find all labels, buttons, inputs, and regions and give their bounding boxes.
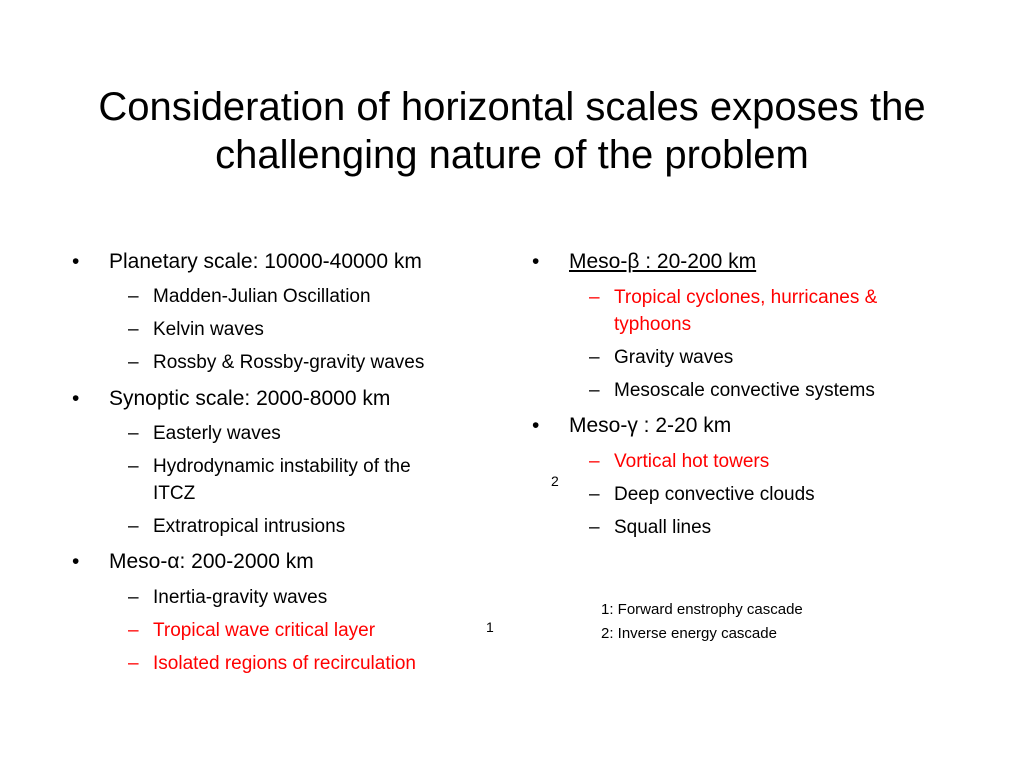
dash-marker: – <box>128 319 139 340</box>
sub-item-mesoscale-convective-systems <box>589 377 875 405</box>
bullet-dot: • <box>72 550 80 573</box>
sub-item-easterly-waves <box>128 420 281 448</box>
bullet-synoptic-scale <box>72 387 391 411</box>
sub-item-squall-lines <box>589 514 712 542</box>
dash-marker: – <box>128 423 139 444</box>
sub-item-label: Mesoscale convective systems <box>614 380 875 401</box>
sub-item-label: Kelvin waves <box>153 319 264 340</box>
bullet-dot: • <box>72 250 80 273</box>
cascade-marker-2: 2 <box>551 473 559 489</box>
dash-marker: – <box>589 347 600 368</box>
sub-item-label: typhoons <box>614 314 692 335</box>
dash-marker: – <box>128 587 139 608</box>
sub-item-vortical-hot-towers <box>589 448 770 476</box>
footnote-inverse-cascade: 2: Inverse energy cascade <box>601 625 777 642</box>
cascade-marker-1: 1 <box>486 619 494 635</box>
sub-item-tropical-wave-critical-layer <box>128 617 376 645</box>
dash-marker: – <box>589 287 600 308</box>
dash-marker: – <box>589 484 600 505</box>
sub-item-isolated-recirculation <box>128 650 416 678</box>
slide-title-line-2: challenging nature of the problem <box>215 133 809 177</box>
bullet-label: Synoptic scale: 2000-8000 km <box>109 387 391 410</box>
sub-item-kelvin-waves <box>128 316 264 344</box>
sub-item-label: Isolated regions of recirculation <box>153 653 416 674</box>
sub-item-label: Easterly waves <box>153 423 281 444</box>
bullet-meso-beta <box>532 250 757 274</box>
sub-item-label: Gravity waves <box>614 347 734 368</box>
bullet-meso-alpha <box>72 550 314 574</box>
sub-item-typhoons <box>614 311 691 339</box>
sub-item-label: Madden-Julian Oscillation <box>153 286 371 307</box>
slide-title <box>40 83 984 179</box>
footnote-forward-cascade: 1: Forward enstrophy cascade <box>601 601 803 618</box>
dash-marker: – <box>589 451 600 472</box>
dash-marker: – <box>128 516 139 537</box>
bullet-meso-gamma <box>532 414 732 438</box>
bullet-label: Meso-γ : 2-20 km <box>569 414 732 437</box>
sub-item-label: Squall lines <box>614 517 712 538</box>
sub-item-extratropical-intrusions <box>128 513 346 541</box>
dash-marker: – <box>589 517 600 538</box>
bullet-dot: • <box>532 414 540 437</box>
dash-marker: – <box>128 620 139 641</box>
dash-marker: – <box>128 352 139 373</box>
sub-item-label: Hydrodynamic instability of the <box>153 456 411 477</box>
bullet-label: Meso-α: 200-2000 km <box>109 550 314 573</box>
sub-item-label: Tropical wave critical layer <box>153 620 376 641</box>
sub-item-label: ITCZ <box>153 483 196 504</box>
sub-item-inertia-gravity-waves <box>128 584 328 612</box>
sub-item-hydrodynamic-instability <box>128 453 411 481</box>
bullet-dot: • <box>72 387 80 410</box>
dash-marker: – <box>128 653 139 674</box>
bullet-dot: • <box>532 250 540 273</box>
bullet-label: Meso-β : 20-200 km <box>569 250 757 273</box>
sub-item-gravity-waves <box>589 344 734 372</box>
slide-title-line-1: Consideration of horizontal scales exposes the <box>98 85 926 129</box>
dash-marker: – <box>128 286 139 307</box>
sub-item-deep-convective-clouds <box>589 481 815 509</box>
sub-item-label: Inertia-gravity waves <box>153 587 328 608</box>
dash-marker: – <box>589 380 600 401</box>
bullet-label: Planetary scale: 10000-40000 km <box>109 250 422 273</box>
sub-item-label: Deep convective clouds <box>614 484 815 505</box>
sub-item-label: Extratropical intrusions <box>153 516 346 537</box>
sub-item-tropical-cyclones <box>589 284 878 312</box>
sub-item-itcz <box>153 480 195 508</box>
bullet-planetary-scale <box>72 250 422 274</box>
sub-item-label: Rossby & Rossby-gravity waves <box>153 352 425 373</box>
sub-item-madden-julian <box>128 283 371 311</box>
sub-item-label: Tropical cyclones, hurricanes & <box>614 287 878 308</box>
dash-marker: – <box>128 456 139 477</box>
sub-item-rossby-waves <box>128 349 425 377</box>
sub-item-label: Vortical hot towers <box>614 451 770 472</box>
